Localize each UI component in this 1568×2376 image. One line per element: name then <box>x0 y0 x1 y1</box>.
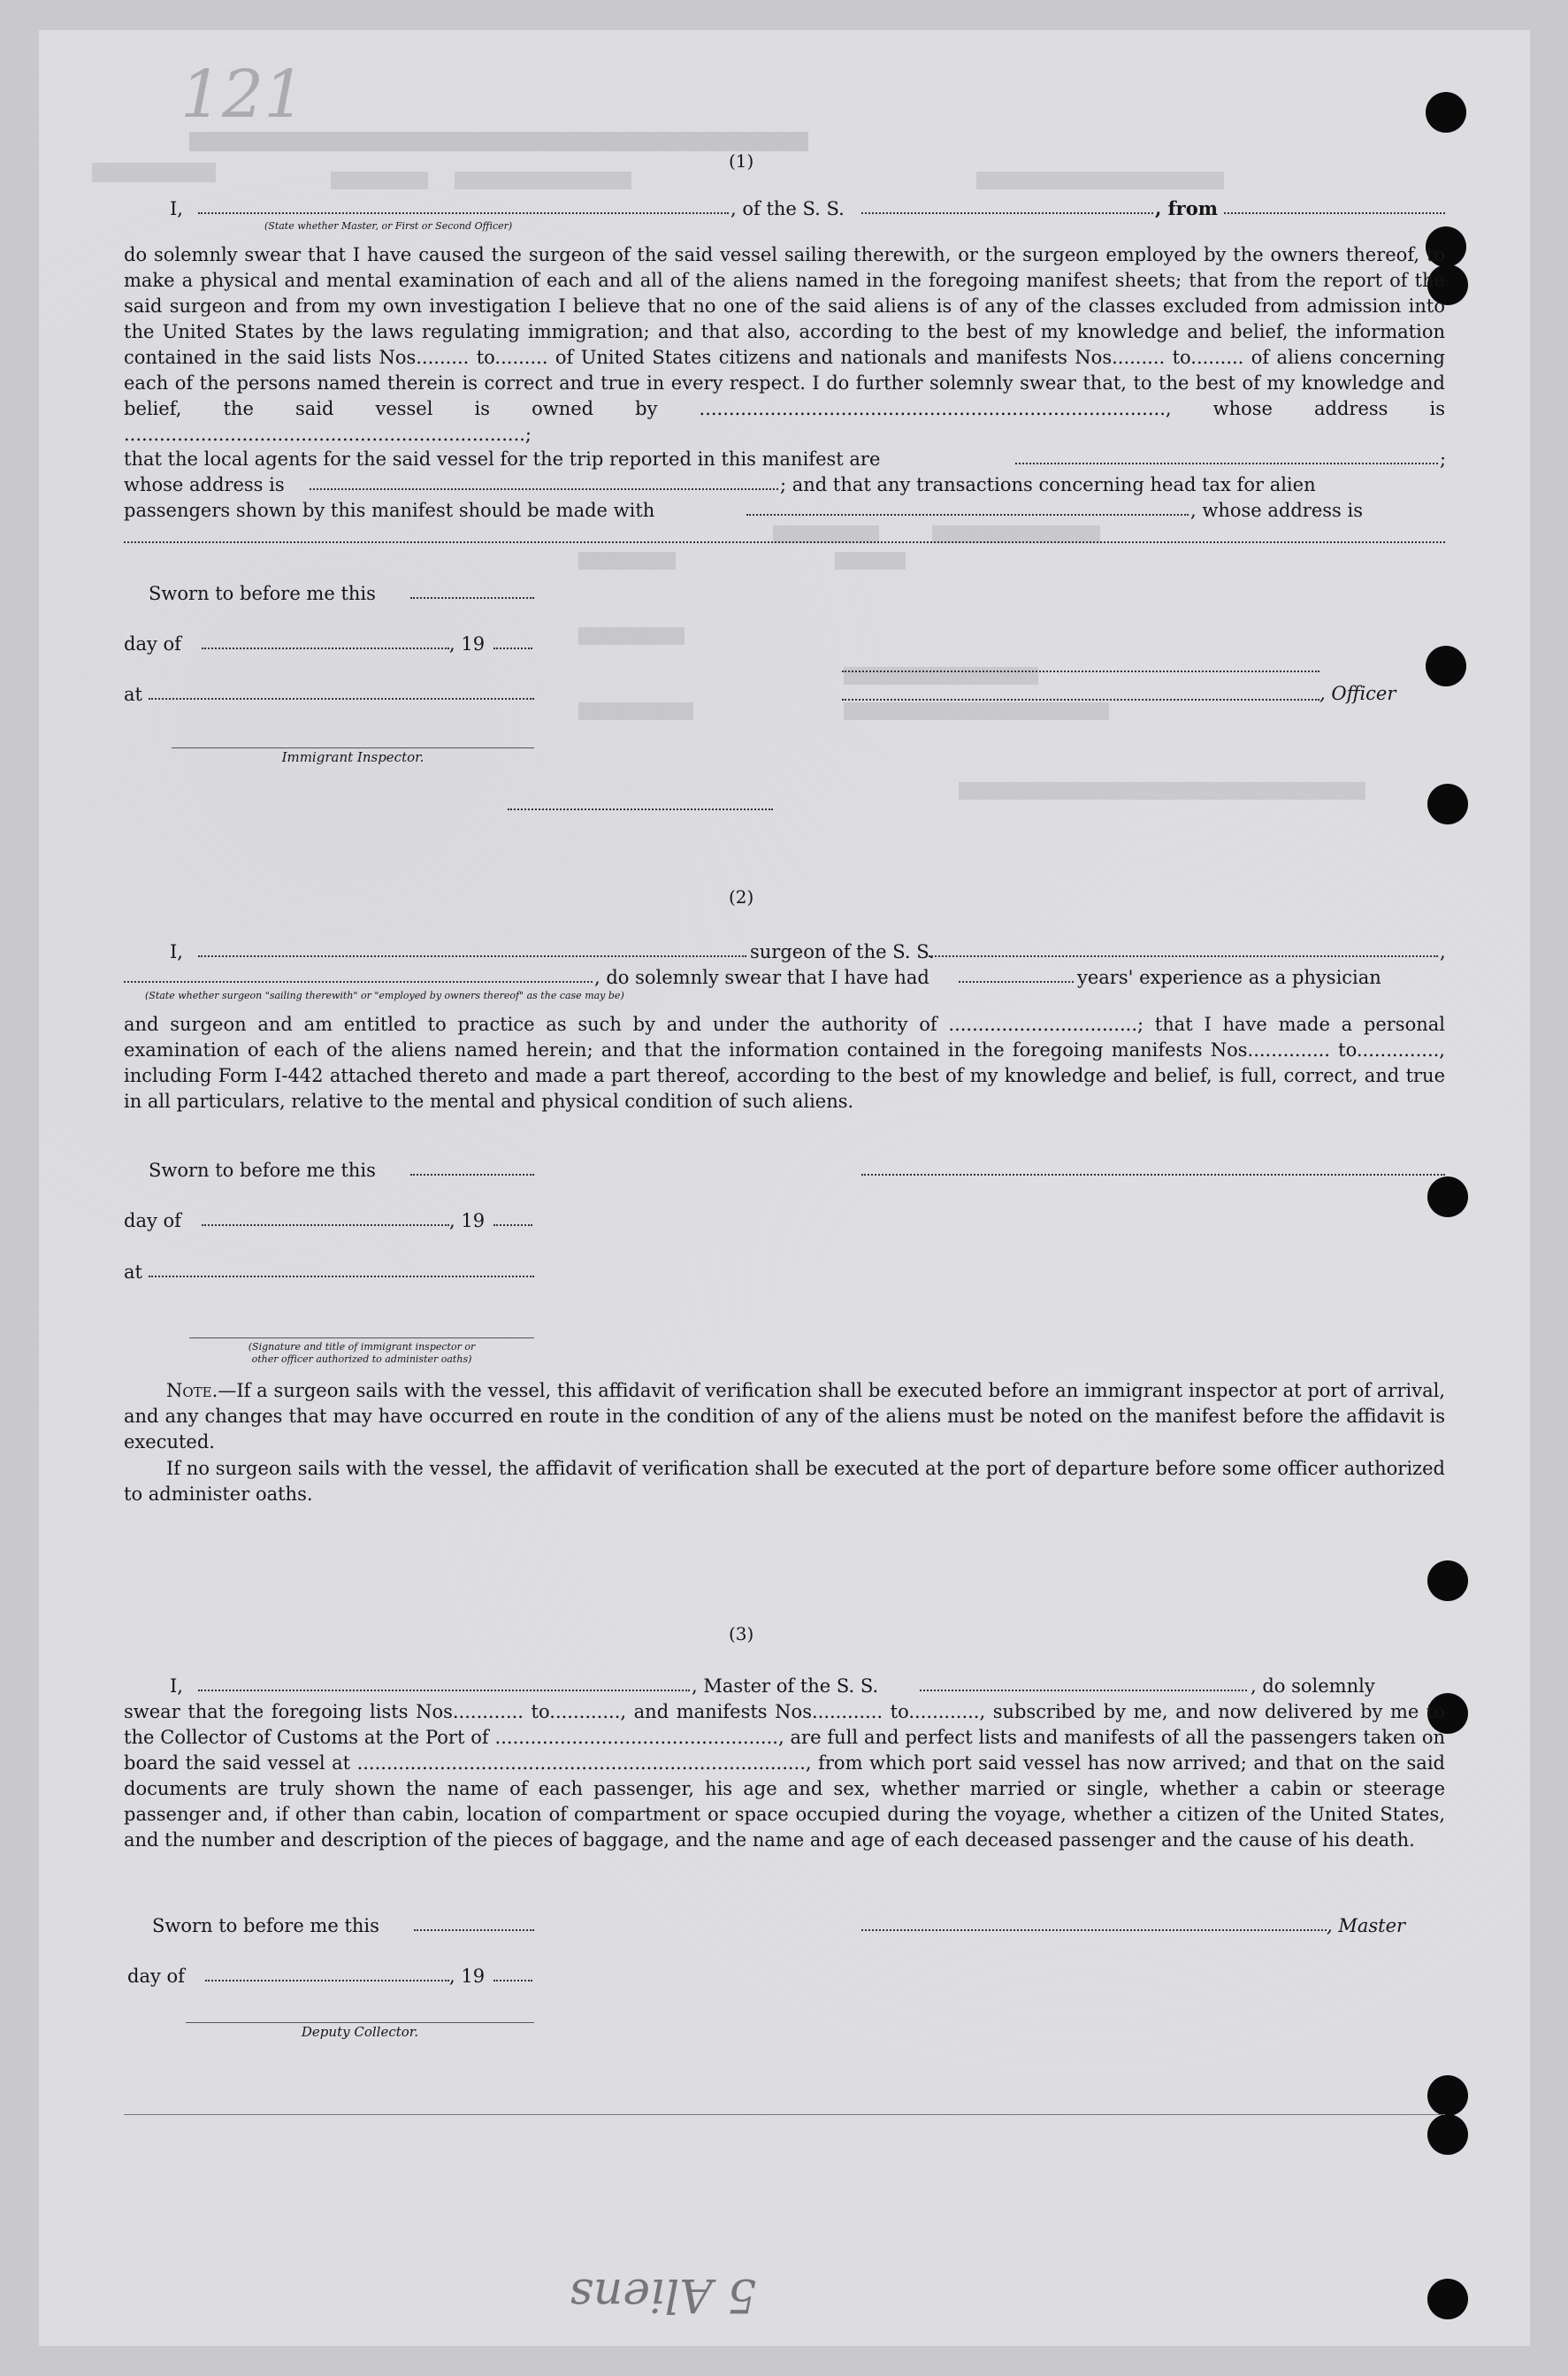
section3-vessel-field[interactable] <box>920 1674 1247 1691</box>
section2-day-field[interactable] <box>202 1208 449 1226</box>
section2-signature-note-2: other officer authorized to administer oaths) <box>251 1353 472 1365</box>
section3-sworn-field[interactable] <box>414 1913 534 1931</box>
section1-name-field[interactable] <box>198 196 729 214</box>
section2-signature-note-1: (Signature and title of immigrant inspector or <box>248 1341 476 1353</box>
punch-hole <box>1427 2075 1468 2116</box>
section1-year-field[interactable] <box>493 632 532 649</box>
section2-vessel-field[interactable] <box>929 939 1438 957</box>
section1-passengers-line: passengers shown by this manifest should be made with <box>124 500 655 521</box>
section3-day-of: day of <box>127 1966 185 1987</box>
section3-sworn: Sworn to before me this <box>152 1915 379 1936</box>
handwritten-aliens-note: 5 Aliens <box>570 2268 757 2321</box>
document-sheet <box>39 30 1530 2346</box>
section2-signature-line <box>189 1337 534 1338</box>
section2-year: , 19 <box>449 1210 486 1231</box>
section3-year: , 19 <box>449 1966 486 1987</box>
section1-i-label: I, <box>170 198 183 219</box>
punch-hole <box>1427 2114 1468 2155</box>
section3-i-label: I, <box>170 1675 183 1697</box>
section2-state-field[interactable] <box>124 965 593 983</box>
section2-sworn: Sworn to before me this <box>149 1160 376 1181</box>
section2-surgeon-of: surgeon of the S. S. <box>750 941 935 962</box>
section3-do-solemnly: , do solemnly <box>1251 1675 1375 1697</box>
section3-deputy: Deputy Collector. <box>301 2024 419 2040</box>
section2-day-of: day of <box>124 1210 181 1231</box>
section3-name-field[interactable] <box>198 1674 690 1691</box>
section-number-1: (1) <box>729 150 754 172</box>
section2-sworn-field[interactable] <box>410 1158 534 1176</box>
section1-address-line: whose address is <box>124 474 285 495</box>
section2-comma: , <box>1440 941 1446 962</box>
section1-officer-field-2[interactable] <box>842 683 1319 701</box>
section2-paragraph: and surgeon and am entitled to practice as such by and under the authority of ................................; that I have made a personal examination of each of the aliens named herein; and that the information contained in the foregoing manifests Nos.............. to.............., including Form I-442 attached thereto and made a part thereof, according to the best of my knowledge and belief, is full, correct, and true in all particulars, relative to the mental and physical condition of such aliens. <box>124 1014 1445 1112</box>
section1-sworn: Sworn to before me this <box>149 583 376 604</box>
section1-at: at <box>124 684 142 705</box>
section3-year-field[interactable] <box>493 1964 532 1981</box>
section2-years-exp: years' experience as a physician <box>1077 967 1381 988</box>
section3-master-of: , Master of the S. S. <box>692 1675 879 1697</box>
section1-of-ss: , of the S. S. <box>730 198 845 219</box>
punch-hole <box>1427 2279 1468 2319</box>
note-text-1: —If a surgeon sails with the vessel, this affidavit of verification shall be executed before an immigrant inspector at port of arrival, and any changes that may have occurred en route in the condition of any of the aliens must be noted on the manifest before the affidavit is executed. <box>124 1380 1445 1452</box>
section2-do-solemnly: , do solemnly swear that I have had <box>594 967 929 988</box>
section3-deputy-line <box>186 2022 534 2023</box>
section1-day-of: day of <box>124 633 181 655</box>
bottom-rule <box>124 2114 1445 2115</box>
section2-surgeon-signature-field[interactable] <box>861 1158 1445 1176</box>
section1-passengers-field[interactable] <box>746 498 1189 516</box>
section2-at-field[interactable] <box>149 1260 534 1277</box>
section1-year: , 19 <box>449 633 486 655</box>
section1-sworn-field[interactable] <box>410 581 534 599</box>
section1-at-field[interactable] <box>149 682 534 700</box>
section1-officer: , Officer <box>1319 683 1396 704</box>
section1-officer-field-1[interactable] <box>842 655 1319 672</box>
handwritten-page-number: 121 <box>180 57 306 133</box>
section2-years-field[interactable] <box>959 965 1074 983</box>
section1-semicolon: ; <box>1440 448 1447 470</box>
section-number-3: (3) <box>729 1623 754 1644</box>
section1-transactions-line: ; and that any transactions concerning head tax for alien <box>780 474 1316 495</box>
section1-from-field[interactable] <box>1224 196 1445 214</box>
section2-note <box>124 1378 1445 1455</box>
punch-hole <box>1427 1177 1468 1217</box>
section1-passengers-address-field[interactable] <box>124 525 1445 543</box>
section3-paragraph: swear that the foregoing lists Nos............ to............, and manifests Nos............ to............, subscribed by me, and now delivered by me to the Collector of Customs at the Port of ................................................, are full and perfect lists and manifests of all the passengers taken on board the said vessel at ............................................................................, from which port said vessel has now arrived; and that on the said documents are truly shown the name of each passenger, his age and sex, whether married or single, whether a cabin or steerage passenger and, if other than cabin, location of compartment or space occupied during the voyage, whether a citizen of the United States, and the number and description of the pieces of baggage, and the name and age of each deceased passenger and the cause of his death. <box>124 1701 1445 1851</box>
section2-name-field[interactable] <box>198 939 746 957</box>
section1-dotted-separator <box>508 793 773 810</box>
section3-master: , Master <box>1327 1915 1406 1936</box>
section1-vessel-field[interactable] <box>861 196 1153 214</box>
section2-state-whether: (State whether surgeon "sailing therewith" or "employed by owners thereof" as the case may be) <box>145 990 624 1001</box>
section1-address-field[interactable] <box>310 472 778 490</box>
section-number-2: (2) <box>729 886 754 908</box>
section1-agents-field[interactable] <box>1015 447 1438 464</box>
section2-i-label: I, <box>170 941 183 962</box>
section1-inspector-line <box>172 747 534 748</box>
punch-hole <box>1427 1560 1468 1601</box>
section1-day-field[interactable] <box>202 632 449 649</box>
section1-whose-address: , whose address is <box>1190 500 1363 521</box>
section2-at: at <box>124 1261 142 1283</box>
section2-year-field[interactable] <box>493 1208 532 1226</box>
section3-master-signature-field[interactable] <box>861 1913 1327 1931</box>
section1-inspector: Immigrant Inspector. <box>281 749 425 765</box>
note-label: Note. <box>166 1380 218 1401</box>
section1-state-whether: (State whether Master, or First or Second Officer) <box>264 220 513 232</box>
section1-from: , from <box>1155 197 1218 219</box>
section2-note-2: If no surgeon sails with the vessel, the affidavit of verification shall be executed at the port of departure before some officer authorized to administer oaths. <box>124 1458 1445 1505</box>
section1-paragraph: do solemnly swear that I have caused the surgeon of the said vessel sailing therewith, or the surgeon employed by the owners thereof, to make a physical and mental examination of each and all of the aliens named in the foregoing manifest sheets; that from the report of the said surgeon and from my own investigation I believe that no one of the said aliens is of any of the classes excluded from admission into the United States by the laws regulating immigration; and that also, according to the best of my knowledge and belief, the information contained in the said lists Nos......... to......... of United States citizens and nationals and manifests Nos......... to......... of aliens concerning each of the persons named therein is correct and true in every respect. I do further solemnly swear that, to the best of my knowledge and belief, the said vessel is owned by ..............................................................................., whose address is ....................................................................; <box>124 244 1445 445</box>
section1-agents-line: that the local agents for the said vessel for the trip reported in this manifest are <box>124 448 881 470</box>
section3-day-field[interactable] <box>205 1964 449 1981</box>
